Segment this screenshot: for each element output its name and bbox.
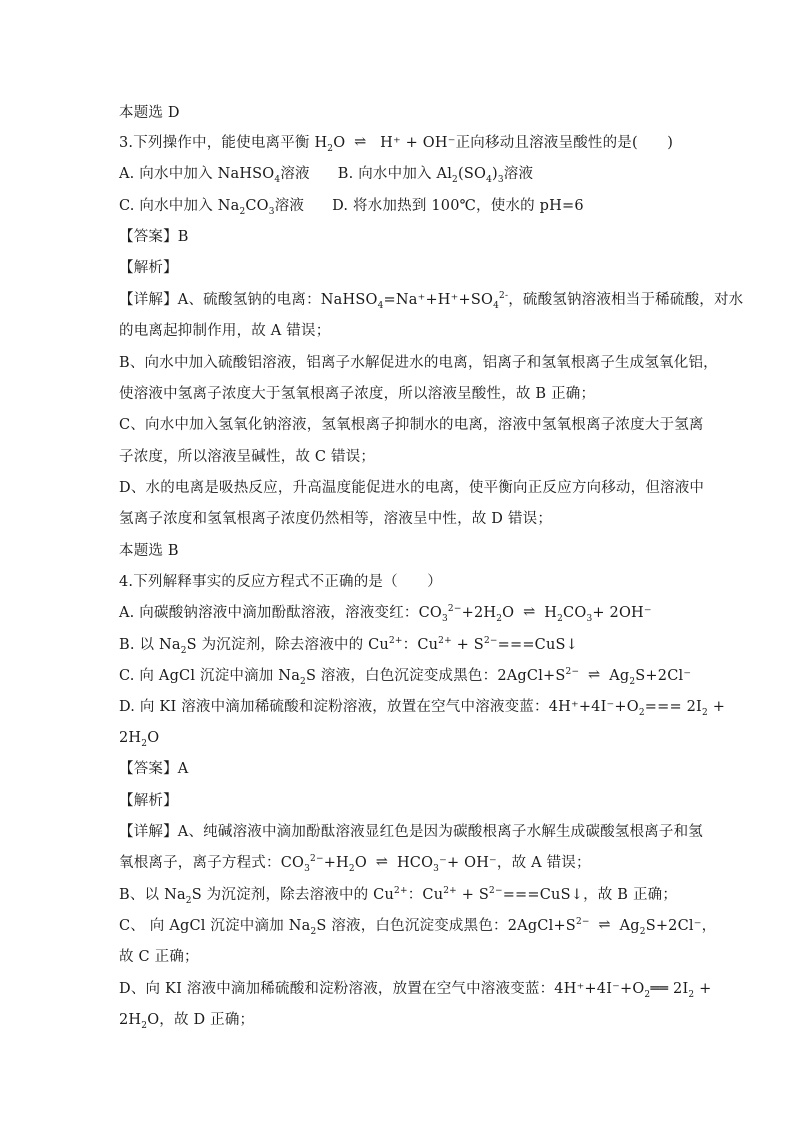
- text: 【详解】A、硫酸氢钠的电离：NaHSO: [119, 292, 378, 308]
- q4-detail-line: [119, 980, 712, 998]
- text: S 溶液，白色沉淀变成黑色：2AgCl+S: [305, 668, 566, 684]
- text: Ag: [619, 918, 640, 934]
- text: B. 以 Na: [119, 637, 181, 653]
- text: 本题选 B: [119, 543, 179, 559]
- text: 溶液: [503, 166, 534, 182]
- q4-detail-line: [119, 886, 677, 904]
- q3-detail-line: [119, 291, 743, 309]
- equilibrium-arrow-icon: ⇌: [598, 917, 611, 933]
- q3-detail-line: [119, 510, 552, 528]
- text: C. 向水中加入 Na: [119, 198, 240, 214]
- subscript: 3: [433, 863, 440, 874]
- superscript: 2−: [565, 667, 580, 678]
- text: D. 将水加热到 100℃，使水的 pH=6: [332, 198, 584, 214]
- text: + S: [451, 637, 484, 653]
- q2-select-line: [119, 104, 180, 122]
- q4-option-b: [119, 636, 578, 654]
- text: 【答案】A: [119, 761, 189, 777]
- text: A. 向水中加入 NaHSO: [119, 166, 275, 182]
- text: 氧根离子，离子方程式：CO: [119, 855, 305, 871]
- text: +: [694, 981, 712, 997]
- q3-select-line: [119, 542, 179, 560]
- q3-detail-line: [119, 322, 330, 340]
- subscript: 3: [268, 206, 275, 217]
- text: S 为沉淀剂，除去溶液中的 Cu: [186, 637, 389, 653]
- subscript: 3: [304, 863, 311, 874]
- text: 【解析】: [119, 260, 178, 276]
- superscript: 2−: [310, 854, 324, 865]
- text: S 为沉淀剂，除去溶液中的 Cu: [191, 887, 395, 903]
- text: 2H: [119, 1012, 142, 1028]
- text: C、向水中加入氢氧化钠溶液，氢氧根离子抑制水的电离，溶液中氢氧根离子浓度大于氢离: [119, 417, 704, 433]
- text: S+2Cl⁻: [635, 668, 692, 684]
- subscript: 2: [300, 676, 306, 687]
- superscript: 2−: [575, 917, 590, 928]
- text: S+2Cl⁻，: [645, 918, 717, 934]
- q4-detail-line: [119, 1011, 254, 1029]
- text: 4.下列解释事实的反应方程式不正确的是（ ）: [119, 574, 442, 590]
- subscript: 2: [496, 613, 503, 624]
- q4-option-a: [119, 604, 652, 622]
- subscript: 2: [180, 645, 187, 656]
- subscript: 4: [377, 300, 384, 311]
- text: ===CuS↓，故 B 正确；: [502, 887, 678, 903]
- q3-detail-line: [119, 479, 704, 497]
- q3-detail-line: [119, 416, 704, 434]
- text: + S: [456, 887, 490, 903]
- text: 子浓度，所以溶液呈碱性，故 C 错误；: [119, 449, 376, 465]
- subscript: 2: [327, 143, 334, 154]
- equilibrium-arrow-icon: ⇌: [375, 854, 389, 870]
- superscript: 2−: [447, 604, 462, 615]
- text: C、 向 AgCl 沉淀中滴加 Na: [119, 918, 311, 934]
- subscript: 3: [441, 613, 448, 624]
- q4-option-d: [119, 698, 725, 716]
- text: +: [707, 699, 726, 715]
- subscript: 2: [310, 926, 317, 937]
- text: 【答案】B: [119, 229, 189, 245]
- q4-stem: [119, 573, 442, 591]
- text: (SO: [457, 166, 487, 182]
- subscript: 4: [274, 174, 281, 185]
- q3-detail-line: [119, 448, 375, 466]
- subscript: 2: [701, 707, 708, 718]
- text: +H: [323, 855, 349, 871]
- text: S 溶液，白色沉淀变成黑色：2AgCl+S: [316, 918, 576, 934]
- text: Ag: [609, 668, 630, 684]
- subscript: 4: [486, 174, 492, 185]
- subscript: 2: [239, 206, 246, 217]
- q3-options-cd: [119, 197, 584, 215]
- text: ：Cu: [402, 637, 439, 653]
- text: 溶液: [274, 198, 305, 214]
- text: 氢离子浓度和氢氧根离子浓度仍然相等，溶液呈中性，故 D 错误；: [119, 511, 553, 527]
- text: HCO: [396, 855, 434, 871]
- text: 的电离起抑制作用，故 A 错误；: [119, 323, 331, 339]
- text: H: [544, 605, 558, 621]
- subscript: 2: [141, 1020, 148, 1031]
- text: CO: [563, 605, 587, 621]
- q4-answer: [119, 760, 188, 778]
- q4-analysis-heading: [119, 792, 178, 810]
- superscript: 2+: [388, 636, 403, 647]
- text: + 2OH⁻: [592, 605, 652, 621]
- text: C. 向 AgCl 沉淀中滴加 Na: [119, 668, 301, 684]
- text: D、水的电离是吸热反应，升高温度能促进水的电离，使平衡向正反应方向移动，但溶液中: [119, 480, 705, 496]
- text: D、向 KI 溶液中滴加稀硫酸和淀粉溶液，放置在空气中溶液变蓝：4H⁺+4I⁻+O: [119, 981, 645, 997]
- text: 故 C 正确；: [119, 949, 199, 965]
- q4-option-c: [119, 667, 691, 685]
- text: 【详解】A、纯碱溶液中滴加酚酞溶液显红色是因为碳酸根离子水解生成碳酸氢根离子和氢: [119, 824, 703, 840]
- superscript: 2−: [483, 636, 498, 647]
- q3-analysis-heading: [119, 259, 178, 277]
- q3-options-ab: [119, 165, 533, 183]
- subscript: 3: [586, 613, 593, 624]
- text: 3.下列操作中，能使电离平衡 H: [119, 135, 328, 151]
- text: === 2I: [644, 699, 702, 715]
- superscript: 2+: [438, 636, 452, 647]
- text: O: [333, 135, 346, 151]
- equilibrium-arrow-icon: ⇌: [588, 667, 601, 683]
- text: 使溶液中氢离子浓度大于氢氧根离子浓度，所以溶液呈酸性，故 B 正确；: [119, 386, 596, 402]
- subscript: 2: [639, 926, 646, 937]
- text: D. 向 KI 溶液中滴加稀硫酸和淀粉溶液，放置在空气中溶液变蓝：4H⁺+4I⁻+O: [119, 699, 639, 715]
- subscript: 2: [688, 989, 695, 1000]
- q4-option-d-cont: [119, 729, 159, 747]
- q4-detail-line: [119, 917, 716, 935]
- subscript: 2: [348, 863, 355, 874]
- text: 溶液: [280, 166, 310, 182]
- text: 2H: [119, 730, 142, 746]
- subscript: 2: [185, 895, 192, 906]
- q3-detail-line: [119, 354, 718, 372]
- text: O，故 D 正确；: [147, 1012, 255, 1028]
- subscript: 4: [493, 300, 500, 311]
- text: B. 向水中加入 Al: [337, 166, 453, 182]
- subscript: 2: [557, 613, 564, 624]
- equilibrium-arrow-icon: ⇌: [354, 134, 367, 150]
- text: CO: [245, 198, 269, 214]
- q3-answer: [119, 228, 189, 246]
- text: B、以 Na: [119, 887, 186, 903]
- superscript: 2-: [499, 291, 509, 302]
- text: ⁻+ OH⁻，故 A 错误；: [439, 855, 591, 871]
- text: ，硫酸氢钠溶液相当于稀硫酸，对水: [508, 292, 744, 308]
- text: O: [147, 730, 160, 746]
- q3-detail-line: [119, 385, 595, 403]
- superscript: 2+: [443, 886, 457, 897]
- text: B、向水中加入硫酸铝溶液，铝离子水解促进水的电离，铝离子和氢氧根离子生成氢氧化铝，: [119, 355, 718, 371]
- q4-detail-line: [119, 948, 199, 966]
- subscript: 2: [452, 174, 458, 185]
- text: O: [354, 855, 367, 871]
- text: O: [502, 605, 515, 621]
- superscript: 2+: [394, 886, 408, 897]
- text: H⁺ + OH⁻正向移动且溶液呈酸性的是( ): [375, 135, 674, 151]
- subscript: 2: [141, 738, 148, 749]
- q4-detail-line: [119, 854, 591, 872]
- text: ): [492, 166, 498, 182]
- superscript: 2−: [489, 886, 503, 897]
- equilibrium-arrow-icon: ⇌: [523, 604, 536, 620]
- subscript: 2: [629, 676, 636, 687]
- text: 【解析】: [119, 793, 178, 809]
- text: 本题选 D: [119, 105, 180, 121]
- text: ===CuS↓: [497, 637, 578, 653]
- q3-stem: [119, 134, 673, 152]
- text: ══ 2I: [650, 981, 689, 997]
- text: A. 向碳酸钠溶液中滴加酚酞溶液，溶液变红：CO: [119, 605, 442, 621]
- q4-detail-line: [119, 823, 703, 841]
- text: =Na⁺+H⁺+SO: [383, 292, 494, 308]
- subscript: 3: [497, 174, 504, 185]
- subscript: 2: [638, 707, 645, 718]
- text: ：Cu: [407, 887, 444, 903]
- subscript: 2: [644, 989, 651, 1000]
- text: +2H: [461, 605, 497, 621]
